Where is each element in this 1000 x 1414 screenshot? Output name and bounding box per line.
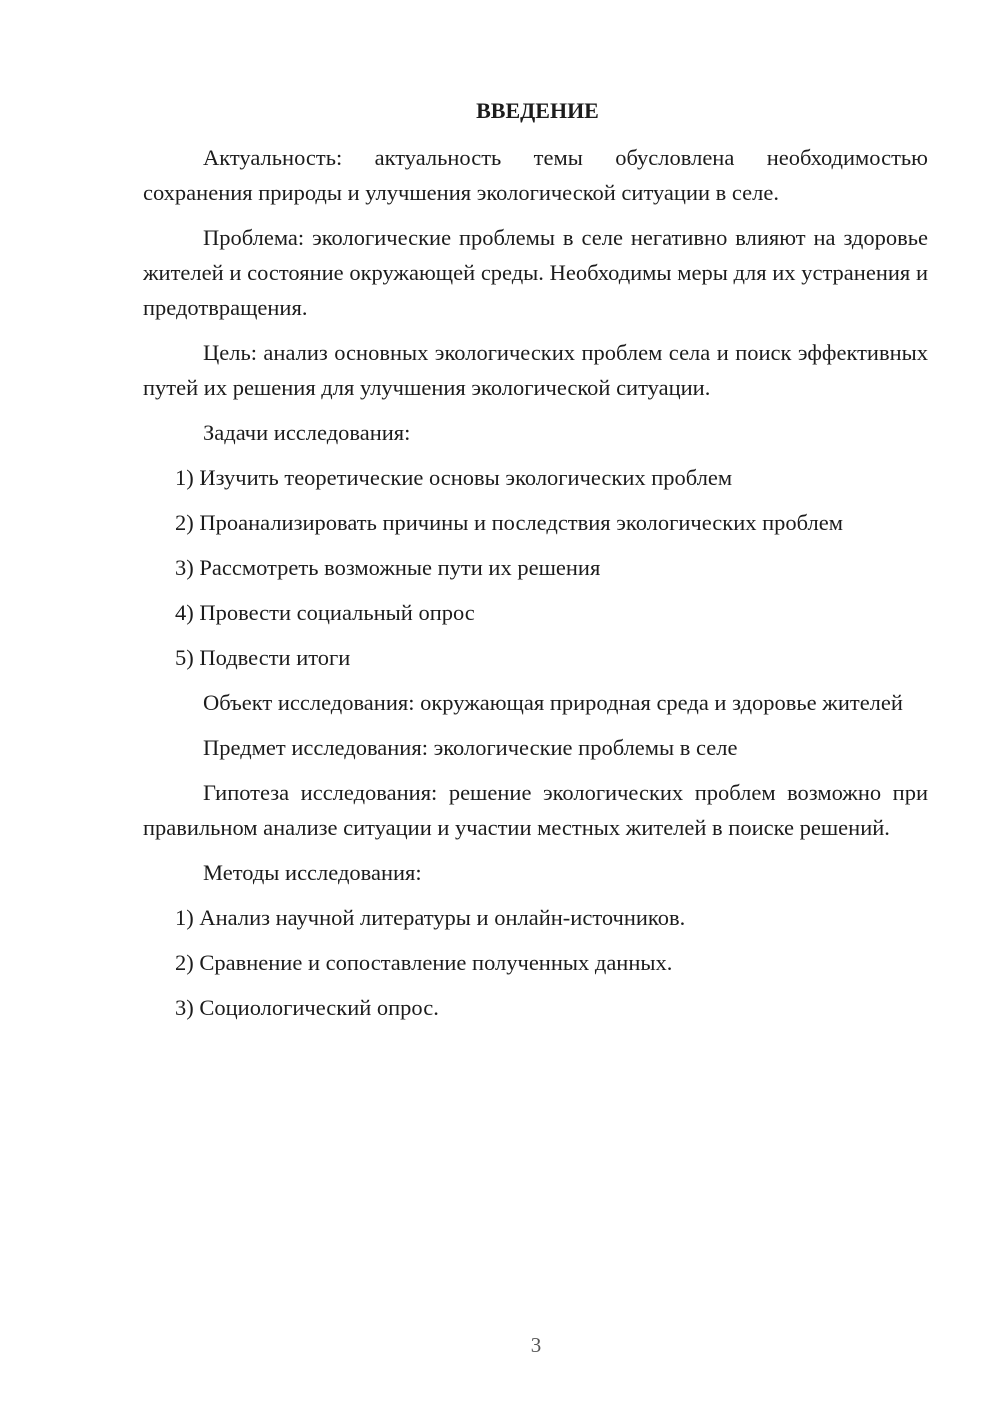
goal-paragraph: Цель: анализ основных экологических проблем села и поиск эффективных путей их решения для улучшения экологической ситуации. xyxy=(143,340,928,400)
task-item: 4) Провести социальный опрос xyxy=(175,600,475,625)
task-item: 5) Подвести итоги xyxy=(175,645,351,670)
methods-label: Методы исследования: xyxy=(203,860,422,885)
section-heading: ВВЕДЕНИЕ xyxy=(476,98,599,123)
method-item: 3) Социологический опрос. xyxy=(175,995,439,1020)
tasks-label: Задачи исследования: xyxy=(203,420,411,445)
task-item: 2) Проанализировать причины и последствия экологических проблем xyxy=(175,510,844,535)
method-item: 2) Сравнение и сопоставление полученных данных. xyxy=(175,950,673,975)
subject-paragraph: Предмет исследования: экологические проблемы в селе xyxy=(203,735,738,760)
problem-paragraph: Проблема: экологические проблемы в селе негативно влияют на здоровье жителей и состояние окружающей среды. Необходимы меры для их устранения и предотвращения. xyxy=(143,225,928,320)
methods-list xyxy=(143,900,928,1025)
task-item: 3) Рассмотреть возможные пути их решения xyxy=(175,555,601,580)
page-number: 3 xyxy=(530,1333,542,1357)
task-item: 1) Изучить теоретические основы экологических проблем xyxy=(175,465,733,490)
object-paragraph: Объект исследования: окружающая природная среда и здоровье жителей xyxy=(203,690,903,715)
hypothesis-paragraph: Гипотеза исследования: решение экологических проблем возможно при правильном анализе ситуации и участии местных жителей в поиске решений. xyxy=(143,780,928,840)
method-item: 1) Анализ научной литературы и онлайн-источников. xyxy=(175,905,686,930)
relevance-paragraph: Актуальность: актуальность темы обусловлена необходимостью сохранения природы и улучшения экологической ситуации в селе. xyxy=(143,145,928,205)
page-content xyxy=(143,96,928,1035)
tasks-list xyxy=(143,460,928,675)
